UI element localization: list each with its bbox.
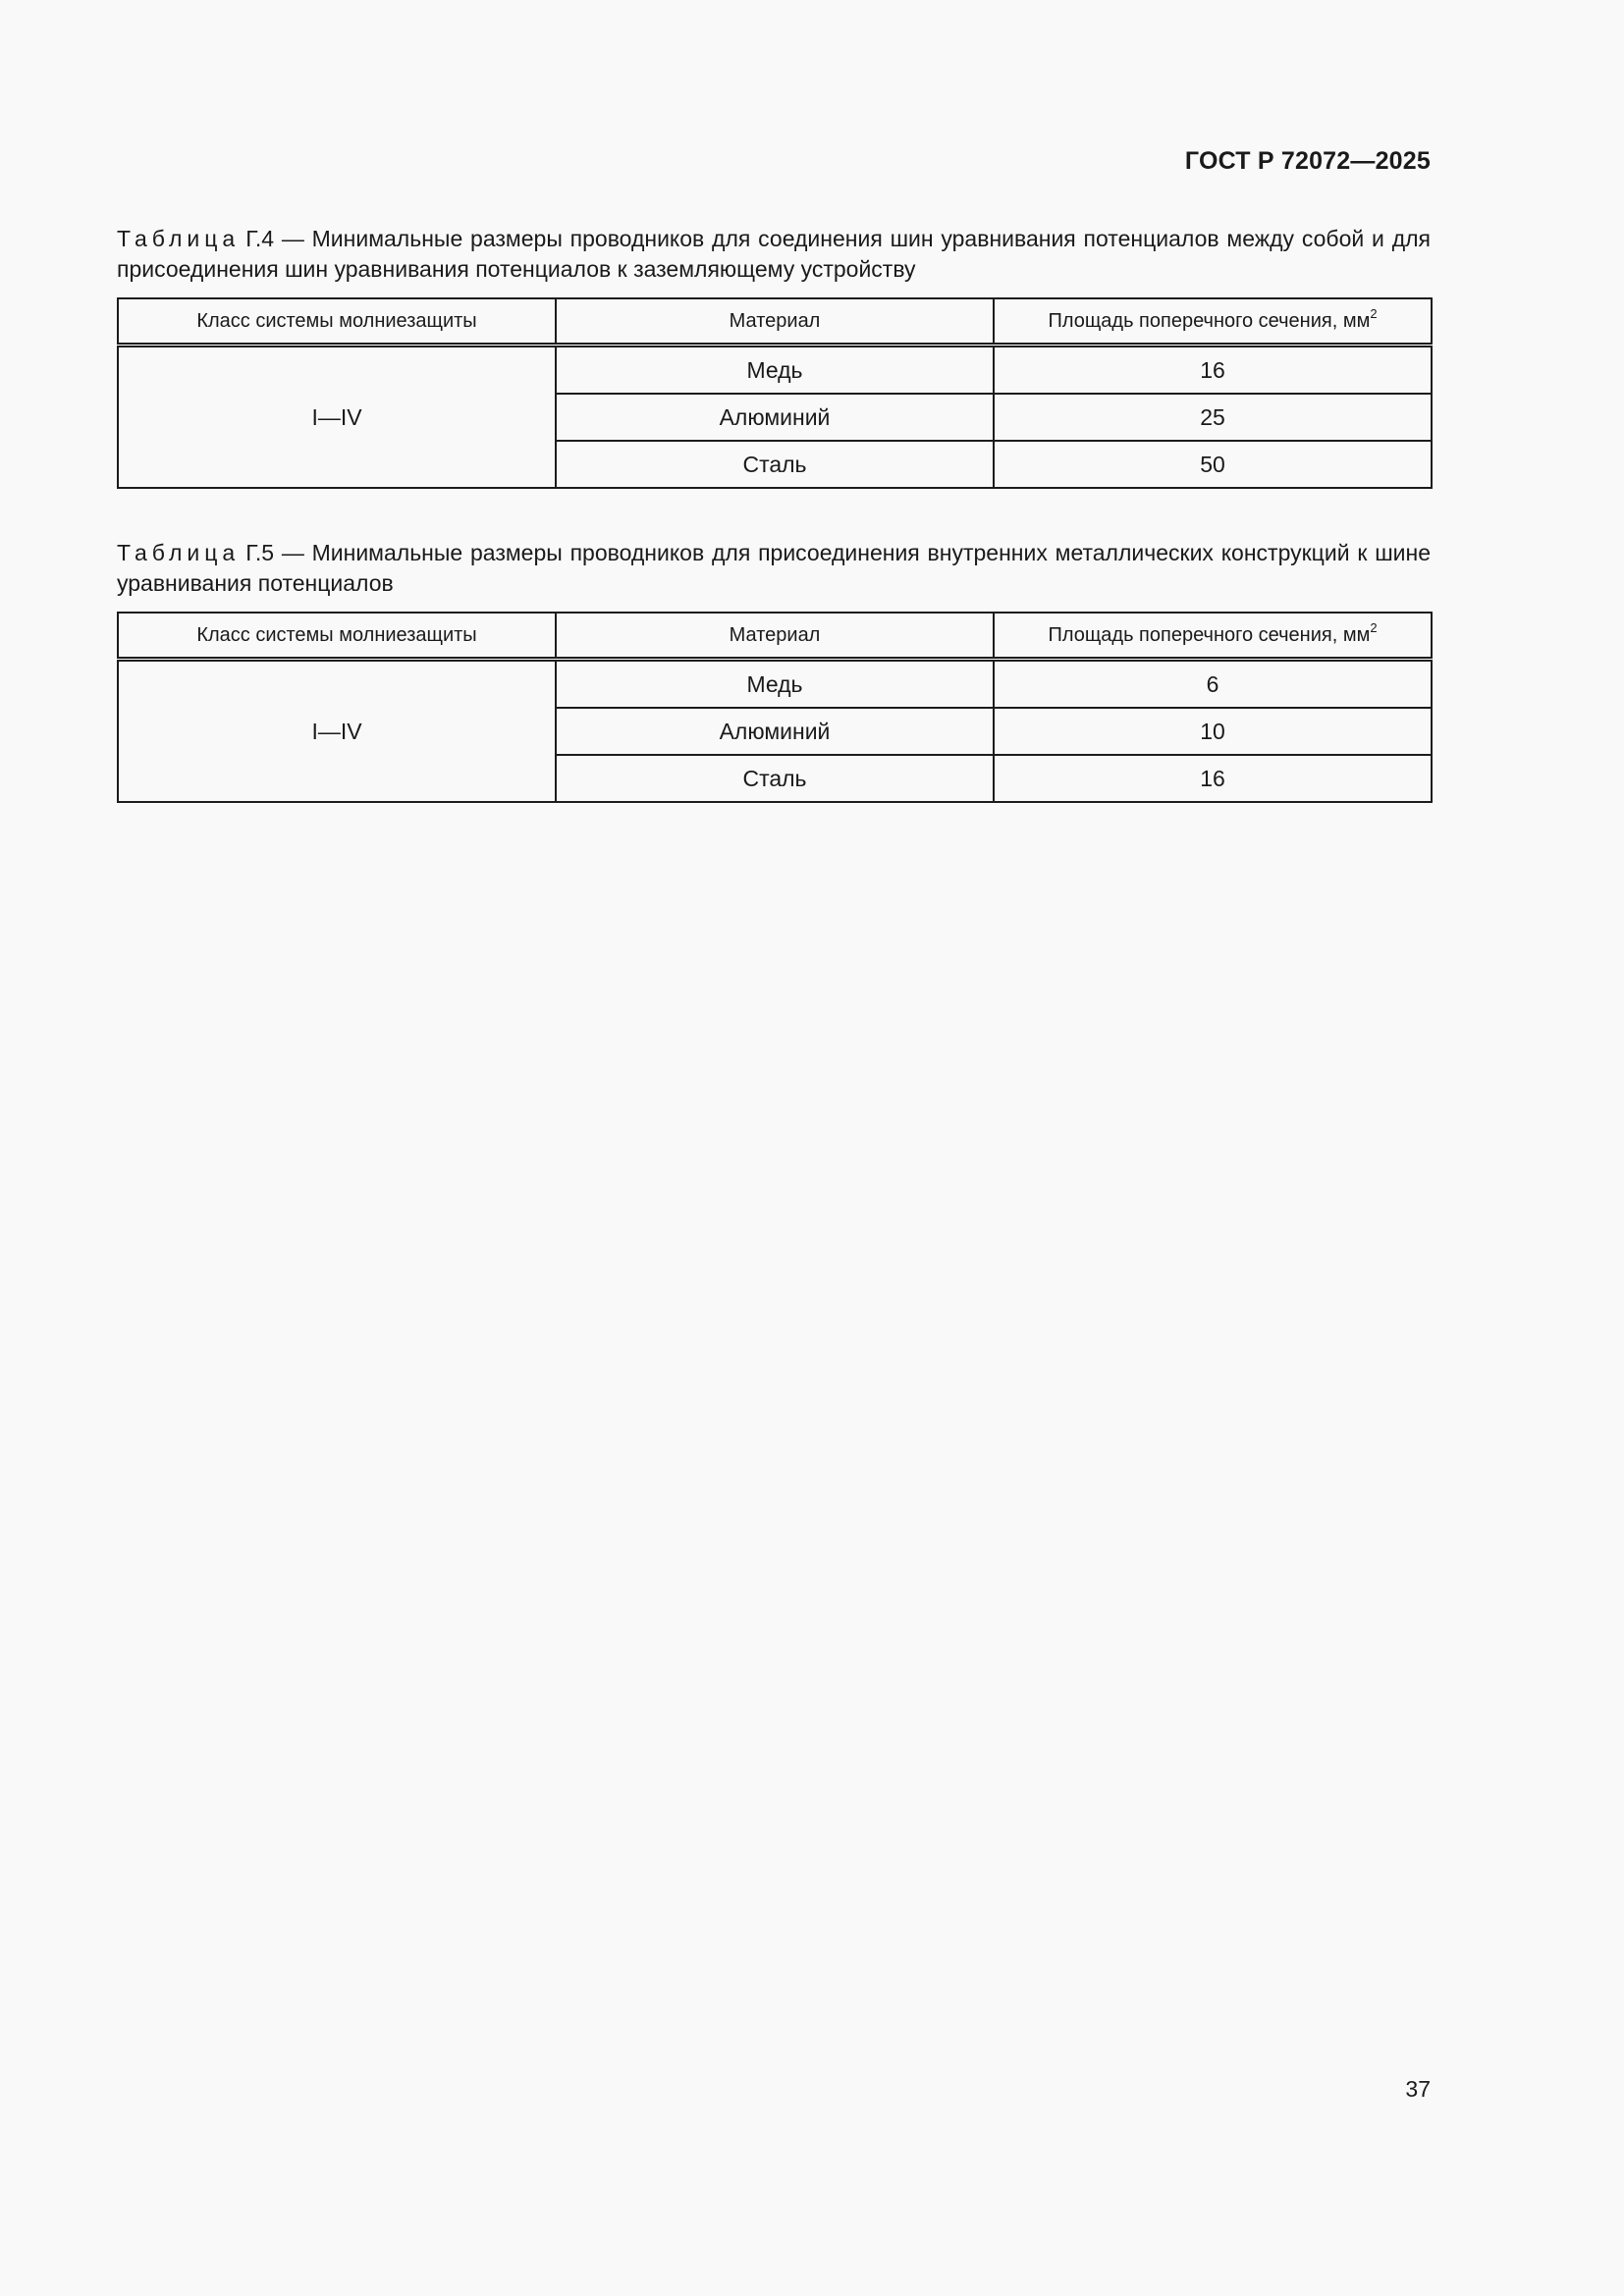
table-caption-text: Г.5 — Минимальные размеры проводников для присоединения внутренних металлических конструкций к шине уравнивания потенциалов	[117, 540, 1431, 596]
material-cell: Медь	[556, 660, 994, 709]
table-caption-g4	[117, 224, 1431, 285]
table-row	[118, 346, 1432, 395]
table-g5	[117, 612, 1433, 803]
table-caption-label: Таблица	[117, 540, 241, 565]
superscript: 2	[1370, 305, 1378, 321]
area-cell: 6	[994, 660, 1432, 709]
table-caption-text: Г.4 — Минимальные размеры проводников для соединения шин уравнивания потенциалов между собой и для присоединения шин уравнивания потенциалов к заземляющему устройству	[117, 226, 1431, 282]
page-number: 37	[1405, 2076, 1431, 2102]
class-cell: I—IV	[118, 346, 556, 489]
area-cell: 50	[994, 441, 1432, 488]
material-cell: Сталь	[556, 441, 994, 488]
table-header-row	[118, 298, 1432, 346]
table-g4	[117, 297, 1433, 489]
material-cell: Сталь	[556, 755, 994, 802]
area-cell: 16	[994, 755, 1432, 802]
table-caption-label: Таблица	[117, 226, 241, 251]
table-caption-g5	[117, 538, 1431, 599]
material-cell: Алюминий	[556, 708, 994, 755]
column-header-material: Материал	[556, 298, 994, 346]
document-code: ГОСТ Р 72072—2025	[1184, 147, 1431, 175]
column-header-area-text: Площадь поперечного сечения, мм	[1048, 309, 1371, 332]
material-cell: Алюминий	[556, 394, 994, 441]
column-header-area	[994, 298, 1432, 346]
column-header-material: Материал	[556, 613, 994, 660]
column-header-class: Класс системы молниезащиты	[118, 298, 556, 346]
material-cell: Медь	[556, 346, 994, 395]
class-cell: I—IV	[118, 660, 556, 803]
area-cell: 16	[994, 346, 1432, 395]
column-header-class: Класс системы молниезащиты	[118, 613, 556, 660]
column-header-area-text: Площадь поперечного сечения, мм	[1048, 623, 1371, 646]
superscript: 2	[1370, 619, 1378, 635]
area-cell: 10	[994, 708, 1432, 755]
area-cell: 25	[994, 394, 1432, 441]
table-row	[118, 660, 1432, 709]
column-header-area	[994, 613, 1432, 660]
table-header-row	[118, 613, 1432, 660]
